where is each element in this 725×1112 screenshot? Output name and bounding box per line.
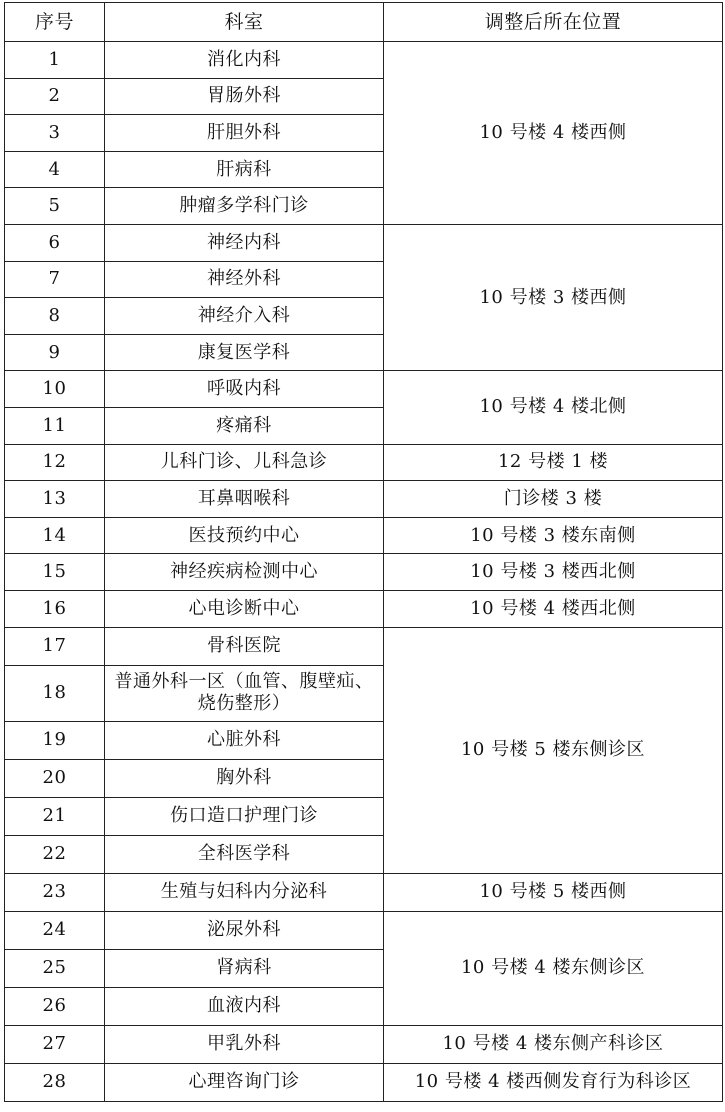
row-num: 9 — [5, 334, 105, 371]
row-dept: 心电诊断中心 — [105, 590, 384, 627]
row-location: 10 号楼 4 楼西侧 — [384, 42, 723, 225]
row-num: 25 — [5, 949, 105, 987]
row-num: 15 — [5, 554, 105, 591]
row-num: 16 — [5, 590, 105, 627]
row-location: 10 号楼 4 楼东侧诊区 — [384, 911, 723, 1025]
row-dept: 伤口造口护理门诊 — [105, 797, 384, 835]
table-row — [5, 1063, 723, 1101]
row-dept: 神经内科 — [105, 224, 384, 261]
row-dept: 消化内科 — [105, 42, 384, 79]
row-dept: 肝病科 — [105, 151, 384, 188]
row-dept: 呼吸内科 — [105, 371, 384, 408]
row-num: 18 — [5, 665, 105, 721]
table-row — [5, 42, 723, 79]
row-dept: 神经介入科 — [105, 298, 384, 335]
row-num: 7 — [5, 261, 105, 298]
row-dept: 疼痛科 — [105, 407, 384, 444]
row-location: 门诊楼 3 楼 — [384, 481, 723, 518]
row-location: 10 号楼 4 楼北侧 — [384, 371, 723, 444]
row-location: 10 号楼 3 楼西北侧 — [384, 554, 723, 591]
row-num: 3 — [5, 115, 105, 152]
row-num: 20 — [5, 759, 105, 797]
row-location: 10 号楼 4 楼西侧发育行为科诊区 — [384, 1063, 723, 1101]
row-num: 10 — [5, 371, 105, 408]
department-relocation-table — [4, 2, 723, 1102]
table-row — [5, 554, 723, 591]
row-dept: 胸外科 — [105, 759, 384, 797]
row-dept: 肾病科 — [105, 949, 384, 987]
row-num: 24 — [5, 911, 105, 949]
row-location: 10 号楼 5 楼东侧诊区 — [384, 627, 723, 873]
row-num: 19 — [5, 721, 105, 759]
table-row — [5, 224, 723, 261]
row-location: 12 号楼 1 楼 — [384, 444, 723, 481]
row-num: 28 — [5, 1063, 105, 1101]
row-num: 8 — [5, 298, 105, 335]
row-dept: 骨科医院 — [105, 627, 384, 665]
header-num: 序号 — [5, 3, 105, 42]
row-location: 10 号楼 5 楼西侧 — [384, 873, 723, 911]
row-location: 10 号楼 3 楼东南侧 — [384, 517, 723, 554]
row-location: 10 号楼 4 楼西北侧 — [384, 590, 723, 627]
row-dept: 肝胆外科 — [105, 115, 384, 152]
row-dept: 胃肠外科 — [105, 78, 384, 115]
row-dept: 血液内科 — [105, 987, 384, 1025]
header-location: 调整后所在位置 — [384, 3, 723, 42]
row-dept: 普通外科一区（血管、腹壁疝、烧伤整形） — [105, 665, 384, 721]
row-dept: 全科医学科 — [105, 835, 384, 873]
table-row — [5, 627, 723, 665]
row-num: 27 — [5, 1025, 105, 1063]
row-dept: 神经疾病检测中心 — [105, 554, 384, 591]
row-num: 12 — [5, 444, 105, 481]
row-num: 4 — [5, 151, 105, 188]
row-num: 13 — [5, 481, 105, 518]
table-row — [5, 444, 723, 481]
row-num: 5 — [5, 188, 105, 225]
row-dept: 医技预约中心 — [105, 517, 384, 554]
row-num: 17 — [5, 627, 105, 665]
row-location: 10 号楼 4 楼东侧产科诊区 — [384, 1025, 723, 1063]
row-num: 14 — [5, 517, 105, 554]
row-dept: 心脏外科 — [105, 721, 384, 759]
row-num: 1 — [5, 42, 105, 79]
table-row — [5, 1025, 723, 1063]
row-dept: 神经外科 — [105, 261, 384, 298]
row-dept: 康复医学科 — [105, 334, 384, 371]
table-row — [5, 517, 723, 554]
row-num: 2 — [5, 78, 105, 115]
row-num: 26 — [5, 987, 105, 1025]
header-dept: 科室 — [105, 3, 384, 42]
table-row — [5, 873, 723, 911]
row-dept: 耳鼻咽喉科 — [105, 481, 384, 518]
row-location: 10 号楼 3 楼西侧 — [384, 224, 723, 370]
row-dept: 泌尿外科 — [105, 911, 384, 949]
row-num: 6 — [5, 224, 105, 261]
row-num: 23 — [5, 873, 105, 911]
table-row — [5, 481, 723, 518]
row-dept: 甲乳外科 — [105, 1025, 384, 1063]
row-num: 11 — [5, 407, 105, 444]
row-num: 22 — [5, 835, 105, 873]
table-row — [5, 590, 723, 627]
row-dept: 肿瘤多学科门诊 — [105, 188, 384, 225]
header-row — [5, 3, 723, 42]
row-dept: 生殖与妇科内分泌科 — [105, 873, 384, 911]
row-dept: 心理咨询门诊 — [105, 1063, 384, 1101]
table-row — [5, 371, 723, 408]
row-dept: 儿科门诊、儿科急诊 — [105, 444, 384, 481]
table-row — [5, 911, 723, 949]
row-num: 21 — [5, 797, 105, 835]
